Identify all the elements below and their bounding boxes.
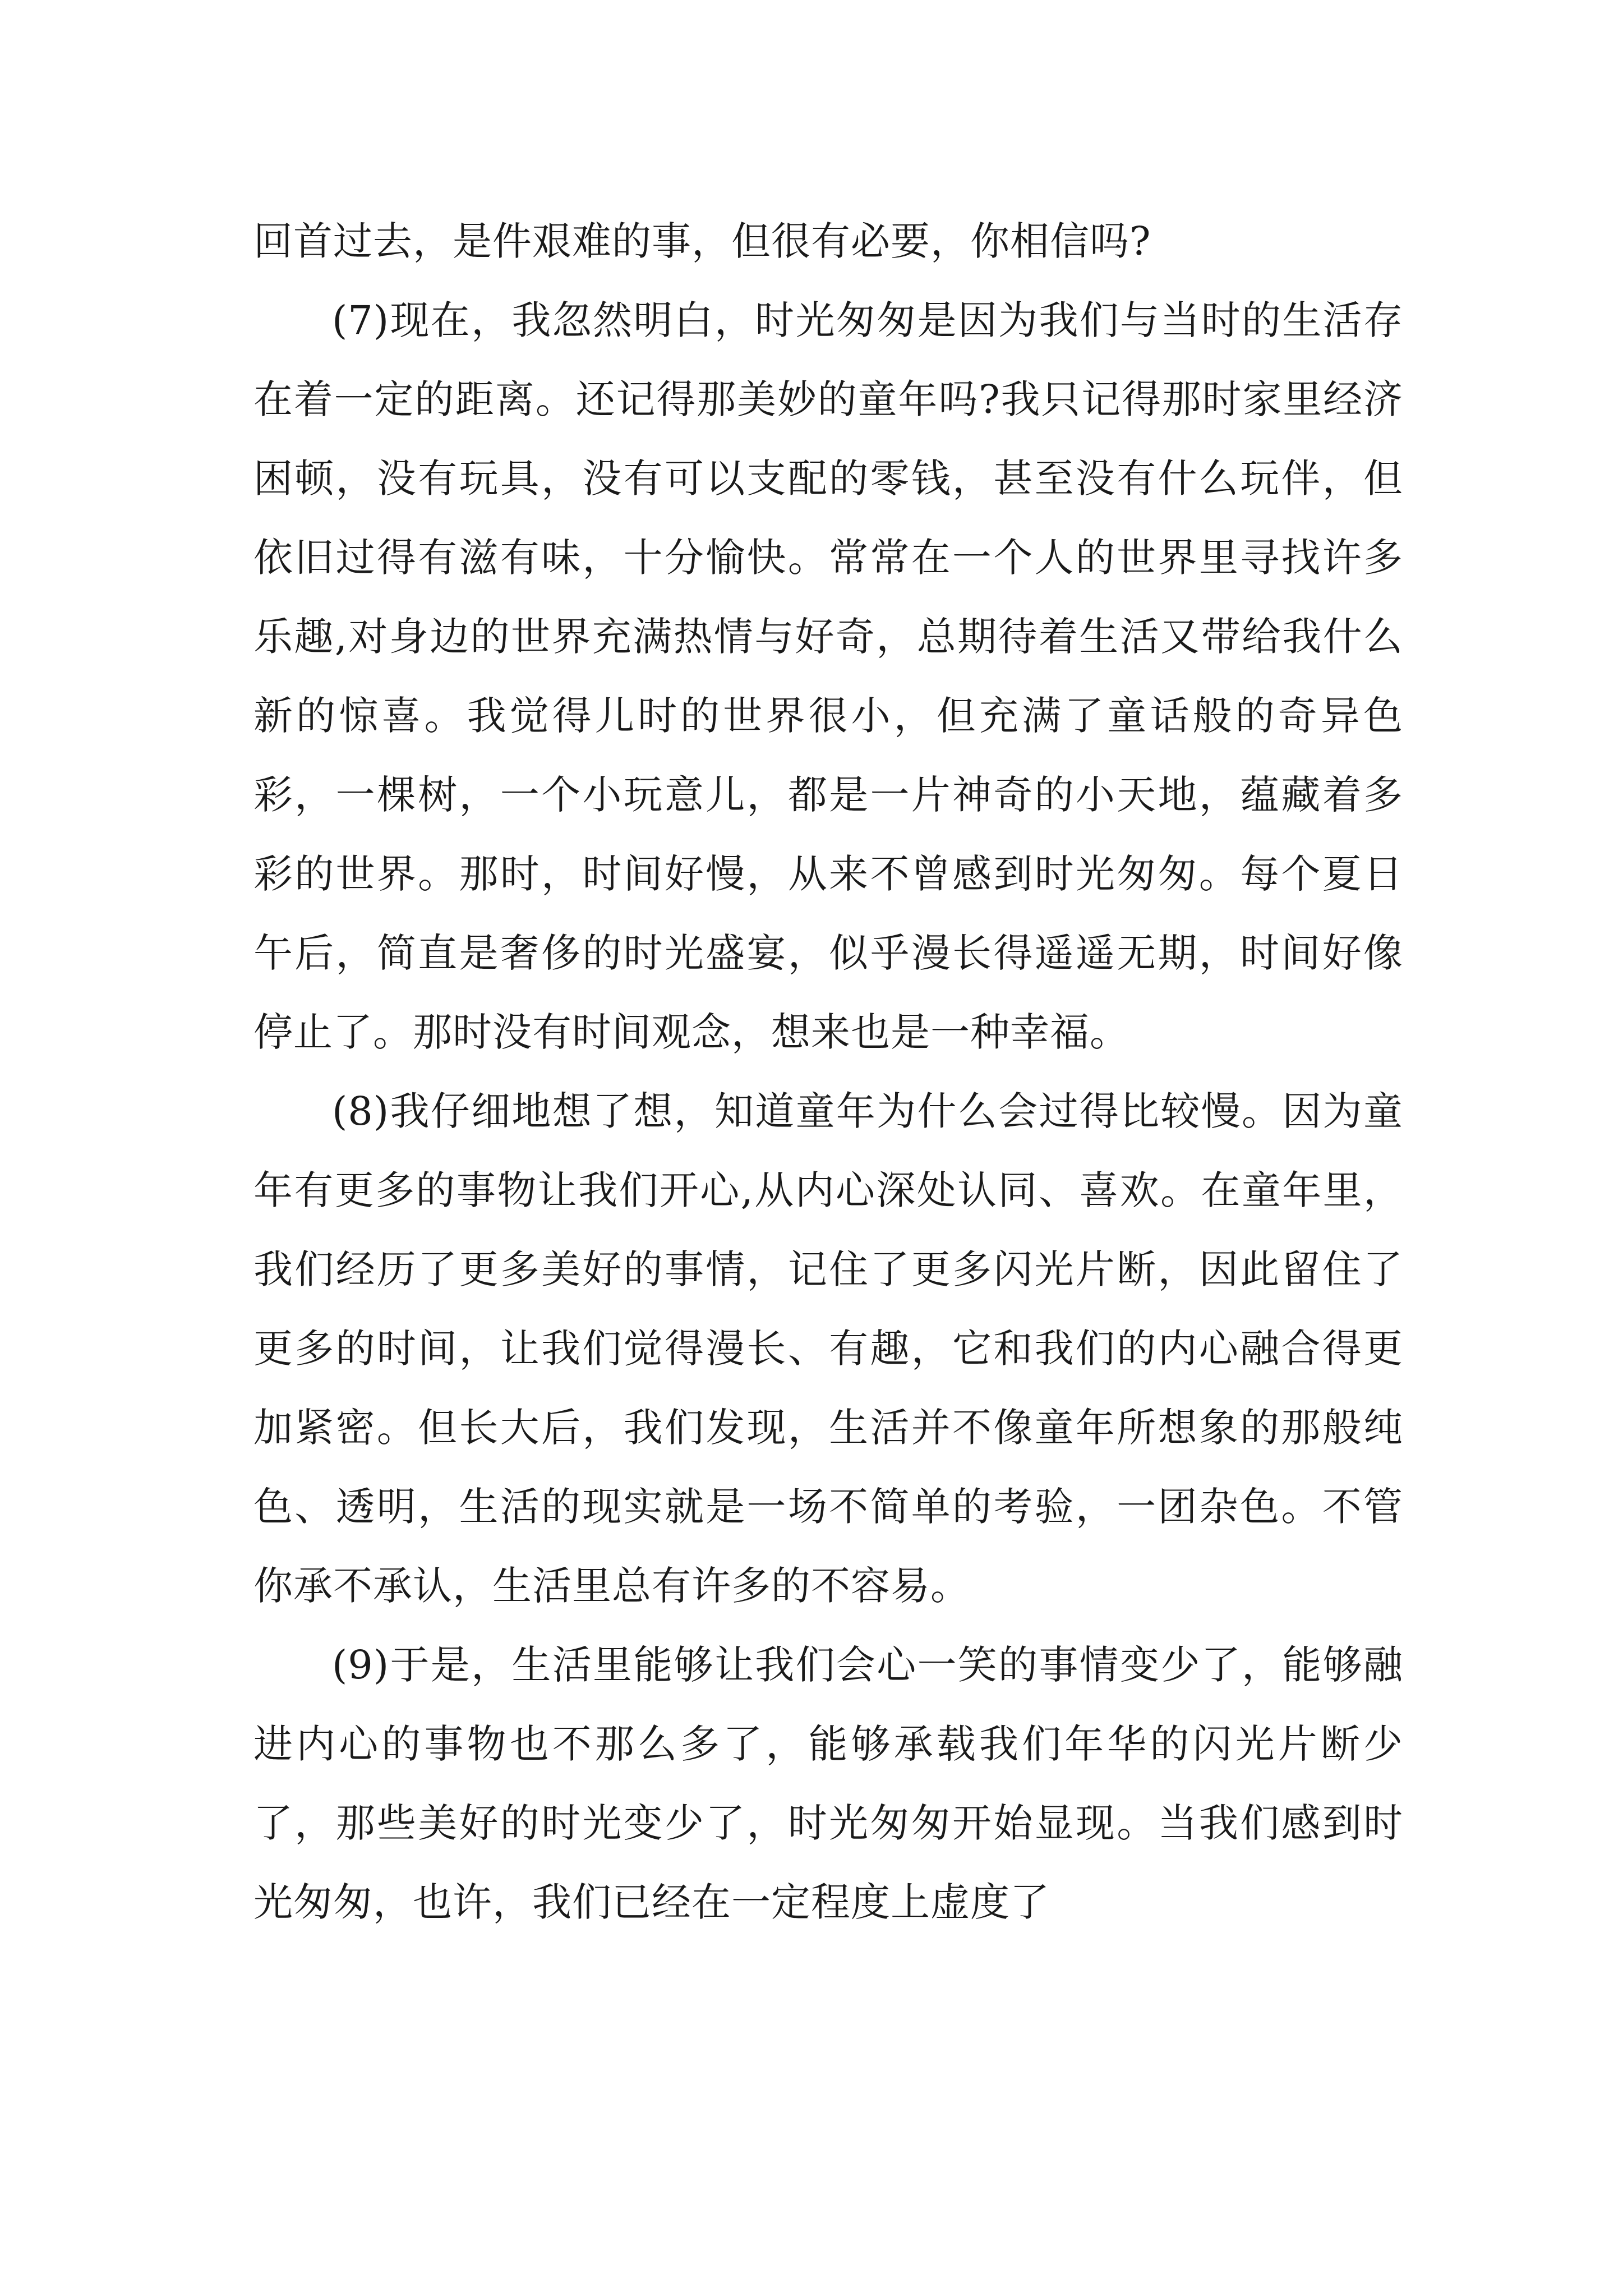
paragraph-7: (7)现在，我忽然明白，时光匆匆是因为我们与当时的生活存在着一定的距离。还记得那美妙的童年吗?我只记得那时家里经济困顿，没有玩具，没有可以支配的零钱，甚至没有什么玩伴，但依旧过得有滋有味，十分愉快。常常在一个人的世界里寻找许多乐趣,对身边的世界充满热情与好奇，总期待着生活又带给我什么新的惊喜。我觉得儿时的世界很小，但充满了童话般的奇异色彩，一棵树，一个小玩意儿，都是一片神奇的小天地，蕴藏着多彩的世界。那时，时间好慢，从来不曾感到时光匆匆。每个夏日午后，简直是奢侈的时光盛宴，似乎漫长得遥遥无期，时间好像停止了。那时没有时间观念，想来也是一种幸福。 bbox=[253, 297, 1403, 1055]
paragraph-8: (8)我仔细地想了想，知道童年为什么会过得比较慢。因为童年有更多的事物让我们开心,从内心深处认同、喜欢。在童年里，我们经历了更多美好的事情，记住了更多闪光片断，因此留住了更多的时间，让我们觉得漫长、有趣，它和我们的内心融合得更加紧密。但长大后，我们发现，生活并不像童年所想象的那般纯色、透明，生活的现实就是一场不简单的考验，一团杂色。不管你承不承认，生活里总有许多的不容易。 bbox=[253, 1088, 1403, 1609]
essay-body bbox=[253, 202, 1403, 1942]
paragraph-9: (9)于是，生活里能够让我们会心一笑的事情变少了，能够融进内心的事物也不那么多了，能够承载我们年华的闪光片断少了，那些美好的时光变少了，时光匆匆开始显现。当我们感到时光匆匆，也许，我们已经在一定程度上虚度了 bbox=[253, 1642, 1403, 1925]
paragraph-continuation: 回首过去，是件艰难的事，但很有必要，你相信吗? bbox=[253, 218, 1151, 264]
